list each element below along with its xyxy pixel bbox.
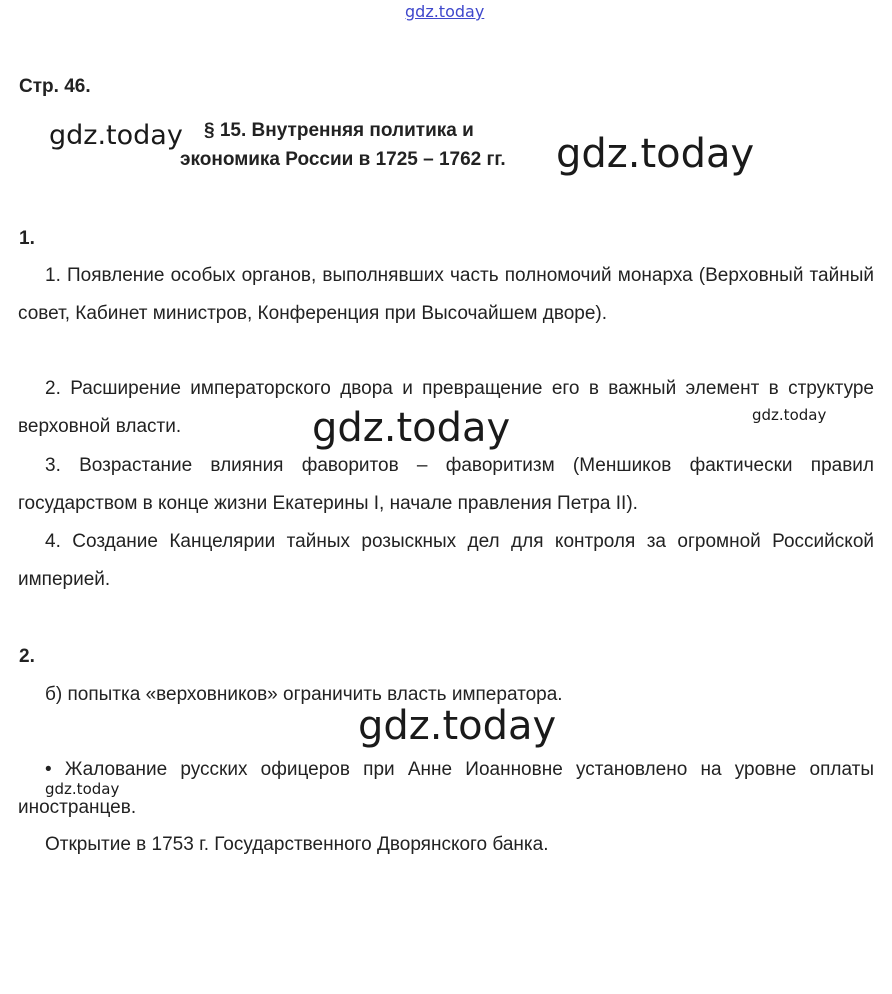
watermark-link-top[interactable]: gdz.today (405, 2, 485, 21)
answer-1-item-1: 1. Появление особых органов, выполнявших часть полномочий монарха (Верховный тайный совет, Кабинет министров, Конференция при Высочайшем дворе). (18, 265, 874, 324)
answer-2-item-1: б) попытка «верховников» ограничить власть императора. (45, 684, 563, 705)
watermark-middle-small: gdz.today (752, 406, 827, 424)
watermark-lower-small: gdz.today (45, 780, 120, 798)
watermark-lower-large: gdz.today (358, 703, 557, 749)
answer-2-item-2: • Жалование русских офицеров при Анне Иоанновне установлено на уровне оплаты иностранцев. (18, 759, 874, 818)
section-heading-line1: § 15. Внутренняя политика и (204, 120, 474, 141)
question-2-number: 2. (19, 646, 35, 667)
answer-1-item-3: 3. Возрастание влияния фаворитов – фаворитизм (Меншиков фактически правил государством в конце жизни Екатерины I, начале правления Петра II). (18, 455, 874, 514)
section-heading (180, 116, 580, 174)
watermark-heading-left: gdz.today (49, 120, 183, 151)
watermark-heading-right: gdz.today (556, 131, 755, 177)
answer-2-item-3: Открытие в 1753 г. Государственного Дворянского банка. (45, 834, 549, 855)
question-1-number: 1. (19, 228, 35, 249)
page-reference: Стр. 46. (19, 76, 91, 97)
watermark-middle-large: gdz.today (312, 405, 511, 451)
answer-1-item-2: 2. Расширение императорского двора и превращение его в важный элемент в структуре верховной власти. (18, 378, 874, 437)
section-heading-line2: экономика России в 1725 – 1762 гг. (180, 149, 506, 170)
answer-1-item-4: 4. Создание Канцелярии тайных розыскных дел для контроля за огромной Российской империей. (18, 531, 874, 590)
